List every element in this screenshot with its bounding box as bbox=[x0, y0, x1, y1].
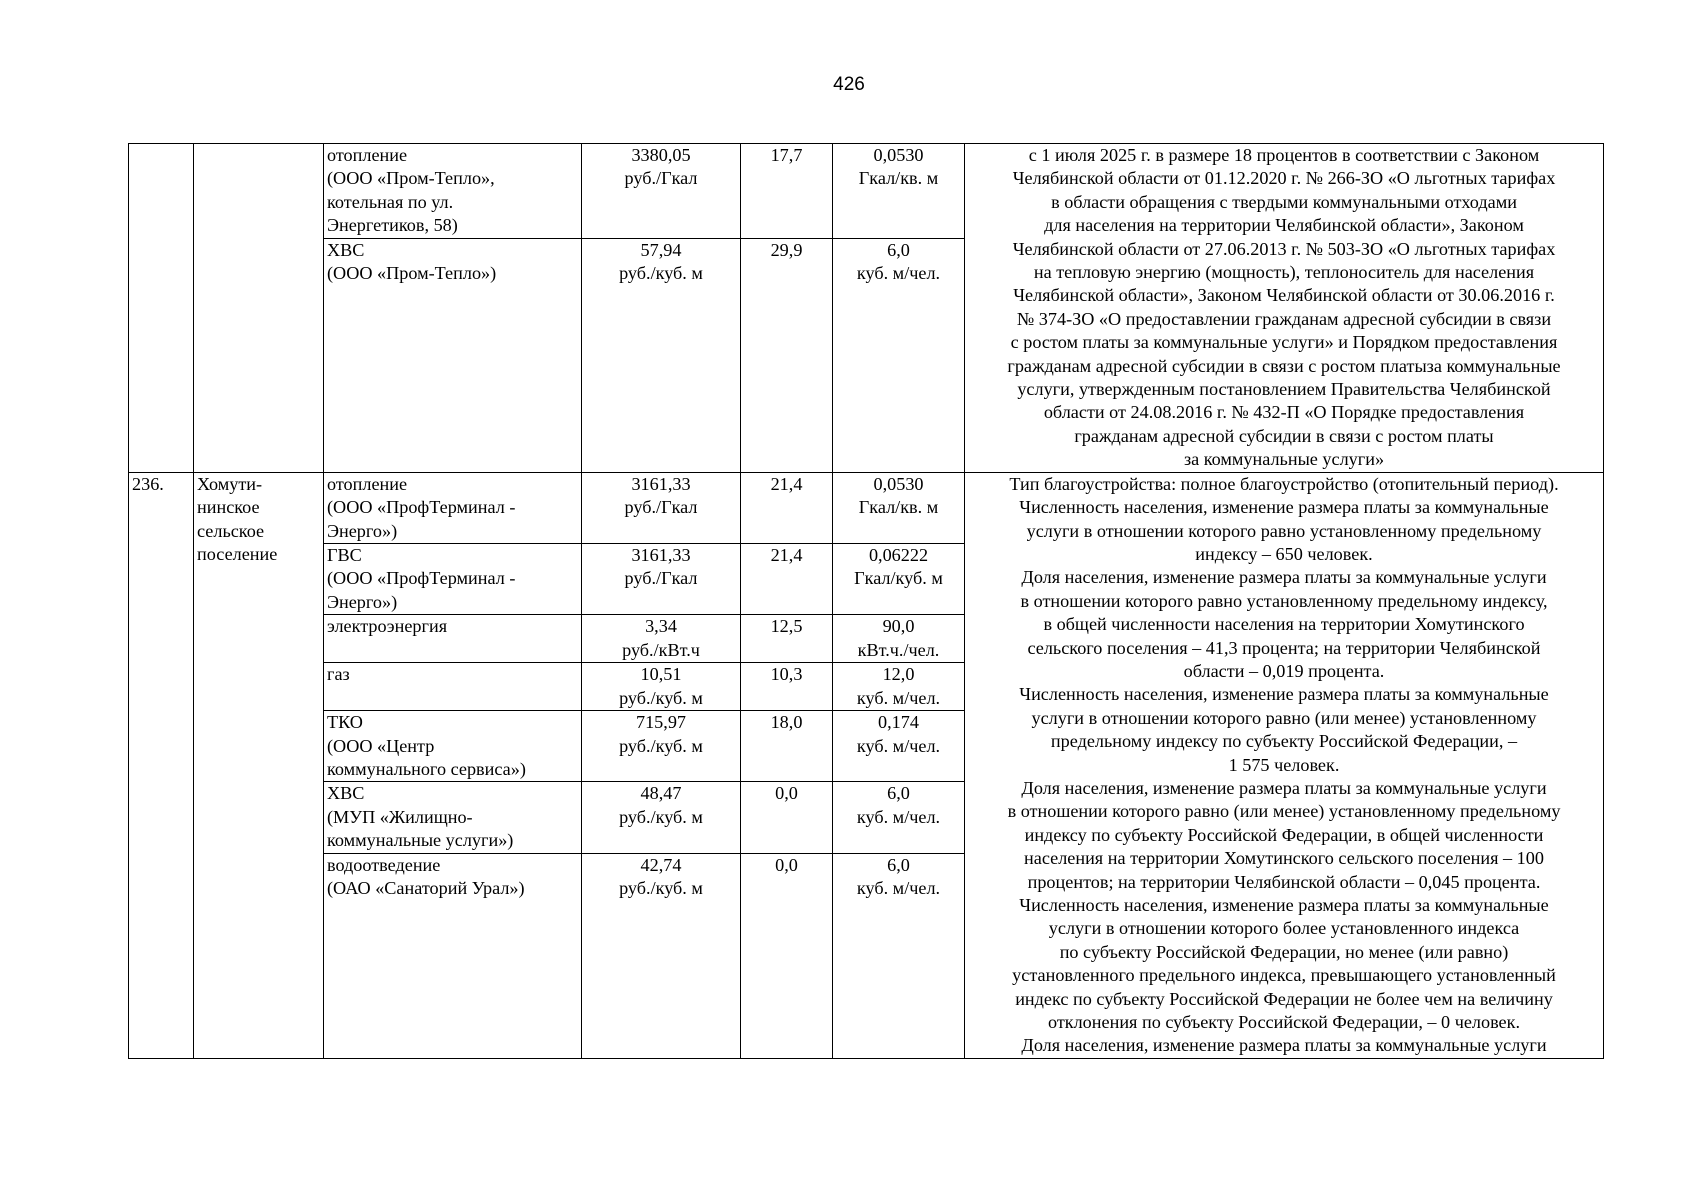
norm-unit: куб. м/чел. bbox=[856, 687, 941, 708]
note-line: гражданам адресной субсидии в связи с ростом платыза коммунальные bbox=[1007, 355, 1561, 376]
note-line: Тип благоустройства: полное благоустройство (отопительный период). bbox=[1009, 473, 1559, 494]
tariff-value: 3380,05 bbox=[631, 145, 691, 165]
note-line: в отношении которого равно (или менее) установленному предельному bbox=[1007, 801, 1561, 822]
note-line: с 1 июля 2025 г. в размере 18 процентов в соответствии с Законом bbox=[1028, 145, 1540, 165]
service-cell bbox=[324, 238, 582, 472]
service-line: (ООО «ПрофТерминал - bbox=[327, 568, 516, 589]
norm-unit: куб. м/чел. bbox=[856, 735, 941, 756]
service-cell bbox=[324, 543, 582, 614]
row-number: 236. bbox=[129, 472, 194, 1058]
note-line: для населения на территории Челябинской области», Законом bbox=[1044, 215, 1524, 236]
municipality-line: Хомути- bbox=[197, 473, 263, 494]
service-line: ХВС bbox=[327, 783, 365, 804]
tariff-value: 57,94 bbox=[640, 239, 682, 260]
norm-value: 0,174 bbox=[878, 712, 919, 733]
service-line: коммунальные услуги») bbox=[327, 830, 514, 851]
note-line: области – 0,019 процента. bbox=[1183, 660, 1385, 681]
note-line: Доля населения, изменение размера платы за коммунальные услуги bbox=[1021, 567, 1547, 588]
tariff-cell bbox=[582, 663, 741, 711]
note-line: отклонения по субъекту Российской Федерации, – 0 человек. bbox=[1047, 1012, 1521, 1033]
note-line: индексу – 650 человек. bbox=[1195, 543, 1373, 564]
tariff-unit: руб./Гкал bbox=[624, 497, 698, 518]
increase-cell: 29,9 bbox=[741, 238, 833, 472]
service-line: котельная по ул. bbox=[327, 191, 454, 212]
tariff-unit: руб./куб. м bbox=[619, 735, 703, 756]
note-line: населения на территории Хомутинского сельского поселения – 100 bbox=[1024, 848, 1544, 869]
note-line: процентов; на территории Челябинской области – 0,045 процента. bbox=[1027, 871, 1541, 892]
note-line: по субъекту Российской Федерации, но менее (или равно) bbox=[1059, 941, 1509, 962]
note-line: с ростом платы за коммунальные услуги» и Порядком предоставления bbox=[1010, 332, 1558, 353]
note-line: услуги в отношении которого более установленного индекса bbox=[1048, 918, 1520, 939]
tariff-cell bbox=[582, 543, 741, 614]
note-line: Численность населения, изменение размера платы за коммунальные bbox=[1019, 497, 1549, 518]
service-line: отопление bbox=[327, 473, 408, 494]
norm-value: 90,0 bbox=[882, 616, 915, 637]
norm-unit: Гкал/кв. м bbox=[858, 168, 939, 189]
note-line: индексу по субъекту Российской Федерации, в общей численности bbox=[1024, 824, 1544, 845]
norm-cell bbox=[833, 663, 965, 711]
service-line: (ООО «Центр bbox=[327, 735, 435, 756]
tariff-cell bbox=[582, 853, 741, 1058]
tariff-cell bbox=[582, 144, 741, 239]
municipality-line: поселение bbox=[197, 543, 278, 564]
norm-unit: Гкал/кв. м bbox=[858, 497, 939, 518]
norm-cell bbox=[833, 543, 965, 614]
note-line: 1 575 человек. bbox=[1228, 754, 1340, 775]
norm-cell bbox=[833, 238, 965, 472]
increase-cell: 0,0 bbox=[741, 782, 833, 853]
municipality-name bbox=[194, 472, 324, 1058]
norm-unit: Гкал/куб. м bbox=[854, 568, 943, 589]
service-line: Энерго») bbox=[327, 591, 398, 612]
service-line: ТКО bbox=[327, 712, 363, 733]
service-line: Энерго») bbox=[327, 520, 398, 541]
note-line: Челябинской области от 27.06.2013 г. № 503-ЗО «О льготных тарифах bbox=[1012, 238, 1556, 259]
service-cell bbox=[324, 853, 582, 1058]
service-line: водоотведение bbox=[327, 854, 441, 875]
note-line: за коммунальные услуги» bbox=[1183, 449, 1385, 470]
increase-cell: 10,3 bbox=[741, 663, 833, 711]
tariff-unit: руб./Гкал bbox=[624, 168, 698, 189]
row-number-cell-empty bbox=[129, 144, 194, 473]
tariff-table bbox=[128, 143, 1604, 1059]
tariff-unit: руб./куб. м bbox=[619, 263, 703, 284]
norm-cell bbox=[833, 144, 965, 239]
service-line: отопление bbox=[327, 145, 408, 165]
tariff-value: 715,97 bbox=[635, 712, 686, 733]
note-line: Численность населения, изменение размера платы за коммунальные bbox=[1019, 684, 1549, 705]
note-line: в отношении которого равно установленному предельному индексу, bbox=[1020, 590, 1548, 611]
tariff-unit: руб./куб. м bbox=[619, 806, 703, 827]
note-line: услуги в отношении которого равно установленному предельному bbox=[1026, 520, 1542, 541]
service-cell bbox=[324, 782, 582, 853]
service-line: (ОАО «Санаторий Урал») bbox=[327, 878, 525, 899]
increase-cell: 17,7 bbox=[741, 144, 833, 239]
service-line: (ООО «Пром-Тепло», bbox=[327, 168, 495, 189]
norm-cell bbox=[833, 472, 965, 543]
service-line: (ООО «Пром-Тепло») bbox=[327, 263, 497, 284]
norm-value: 0,0530 bbox=[873, 145, 924, 165]
tariff-unit: руб./кВт.ч bbox=[622, 639, 700, 660]
note-line: гражданам адресной субсидии в связи с ростом платы bbox=[1074, 425, 1494, 446]
note-line: индекс по субъекту Российской Федерации не более чем на величину bbox=[1015, 988, 1553, 1009]
note-line: Челябинской области от 01.12.2020 г. № 266-ЗО «О льготных тарифах bbox=[1012, 168, 1556, 189]
norm-cell bbox=[833, 711, 965, 782]
note-line: № 374-ЗО «О предоставлении гражданам адресной субсидии в связи bbox=[1016, 308, 1552, 329]
norm-value: 6,0 bbox=[887, 854, 910, 875]
norm-value: 0,0530 bbox=[873, 473, 924, 494]
tariff-value: 48,47 bbox=[640, 783, 682, 804]
service-cell bbox=[324, 663, 582, 711]
tariff-value: 3,34 bbox=[645, 616, 677, 637]
tariff-cell bbox=[582, 238, 741, 472]
tariff-unit: руб./куб. м bbox=[619, 878, 703, 899]
norm-cell bbox=[833, 782, 965, 853]
service-line: ХВС bbox=[327, 239, 365, 260]
tariff-cell bbox=[582, 615, 741, 663]
note-line: в области обращения с твердыми коммунальными отходами bbox=[1051, 191, 1517, 212]
tariff-value: 10,51 bbox=[640, 664, 682, 685]
norm-value: 6,0 bbox=[887, 783, 910, 804]
tariff-unit: руб./Гкал bbox=[624, 568, 698, 589]
note-line: услуги, утвержденным постановлением Правительства Челябинской bbox=[1017, 379, 1551, 400]
norm-value: 6,0 bbox=[887, 239, 910, 260]
service-cell bbox=[324, 144, 582, 239]
norm-cell bbox=[833, 615, 965, 663]
municipality-line: нинское bbox=[197, 497, 260, 518]
service-line: электроэнергия bbox=[327, 616, 448, 637]
service-line: ГВС bbox=[327, 544, 362, 565]
norm-unit: куб. м/чел. bbox=[856, 806, 941, 827]
note-cell bbox=[965, 144, 1604, 473]
note-line: услуги в отношении которого равно (или менее) установленному bbox=[1031, 707, 1537, 728]
increase-cell: 0,0 bbox=[741, 853, 833, 1058]
service-line: газ bbox=[327, 664, 350, 685]
norm-unit: куб. м/чел. bbox=[856, 878, 941, 899]
note-line: в общей численности населения на территории Хомутинского bbox=[1043, 614, 1525, 635]
service-cell bbox=[324, 615, 582, 663]
note-line: Доля населения, изменение размера платы за коммунальные услуги bbox=[1021, 1035, 1547, 1056]
service-line: Энергетиков, 58) bbox=[327, 215, 458, 236]
note-line: Численность населения, изменение размера платы за коммунальные bbox=[1019, 895, 1549, 915]
increase-cell: 12,5 bbox=[741, 615, 833, 663]
note-line: Челябинской области», Законом Челябинской области от 30.06.2016 г. bbox=[1013, 285, 1555, 306]
note-line: предельному индексу по субъекту Российской Федерации, – bbox=[1050, 731, 1518, 752]
increase-cell: 18,0 bbox=[741, 711, 833, 782]
municipality-line: сельское bbox=[197, 520, 265, 541]
norm-cell bbox=[833, 853, 965, 1058]
service-cell bbox=[324, 711, 582, 782]
norm-value: 12,0 bbox=[882, 664, 915, 685]
note-line: сельского поселения – 41,3 процента; на территории Челябинской bbox=[1027, 637, 1541, 658]
tariff-unit: руб./куб. м bbox=[619, 687, 703, 708]
tariff-cell bbox=[582, 711, 741, 782]
note-line: на тепловую энергию (мощность), теплоноситель для населения bbox=[1033, 262, 1535, 283]
norm-unit: куб. м/чел. bbox=[856, 263, 941, 284]
note-cell bbox=[965, 472, 1604, 1058]
service-line: (ООО «ПрофТерминал - bbox=[327, 497, 516, 518]
note-line: Доля населения, изменение размера платы за коммунальные услуги bbox=[1021, 777, 1547, 798]
service-cell bbox=[324, 472, 582, 543]
increase-cell: 21,4 bbox=[741, 472, 833, 543]
service-line: (МУП «Жилищно- bbox=[327, 806, 473, 827]
note-line: установленного предельного индекса, превышающего установленный bbox=[1012, 965, 1556, 986]
service-line: коммунального сервиса») bbox=[327, 758, 526, 779]
increase-cell: 21,4 bbox=[741, 543, 833, 614]
tariff-value: 42,74 bbox=[640, 854, 682, 875]
note-line: области от 24.08.2016 г. № 432-П «О Порядке предоставления bbox=[1043, 402, 1525, 423]
tariff-cell bbox=[582, 472, 741, 543]
page-number: 426 bbox=[833, 74, 865, 95]
norm-value: 0,06222 bbox=[868, 544, 929, 565]
norm-unit: кВт.ч./чел. bbox=[857, 639, 940, 660]
tariff-value: 3161,33 bbox=[631, 473, 691, 494]
tariff-cell bbox=[582, 782, 741, 853]
municipality-cell-empty bbox=[194, 144, 324, 473]
tariff-value: 3161,33 bbox=[631, 544, 691, 565]
